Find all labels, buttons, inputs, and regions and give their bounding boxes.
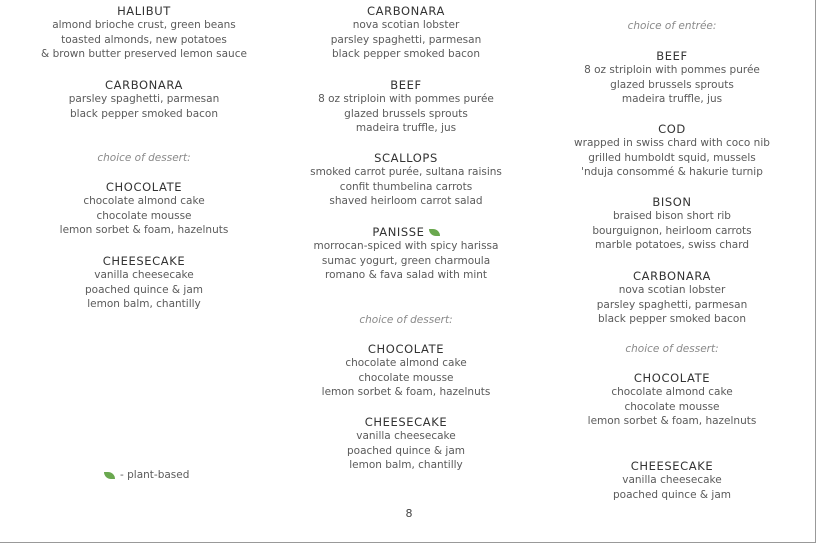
dish-name: CHOCOLATE: [633, 371, 711, 385]
choice-of-dessert-label: choice of dessert:: [97, 152, 191, 164]
dish-name: PANISSE: [372, 225, 425, 239]
dish-name: CHEESECAKE: [102, 254, 186, 268]
dish-description-line: shaved heirloom carrot salad: [329, 195, 483, 207]
dish-panisse: [296, 225, 516, 283]
dish-description-line: braised bison short rib: [613, 210, 731, 222]
dish-carbonara: [562, 269, 782, 327]
dish-name: BEEF: [656, 49, 688, 63]
dish-description-line: confit thumbelina carrots: [339, 180, 473, 193]
dish-description-line: romano & fava salad with mint: [324, 269, 488, 281]
dish-description-line: glazed brussels sprouts: [344, 107, 468, 120]
plant-based-legend: [104, 468, 189, 482]
dish-description-line: parsley spaghetti, parmesan: [68, 93, 220, 105]
choice-of-dessert-label: choice of dessert:: [359, 314, 453, 326]
choice-of-dessert-label: choice of dessert:: [625, 343, 719, 355]
dish-description-line: lemon balm, chantilly: [87, 298, 201, 310]
dish-description-line: black pepper smoked bacon: [69, 107, 219, 120]
dish-description-line: bourguignon, heirloom carrots: [592, 224, 752, 237]
dish-description-line: glazed brussels sprouts: [610, 78, 734, 91]
dish-description-line: poached quince & jam: [613, 488, 731, 501]
dish-name: HALIBUT: [117, 4, 171, 18]
dish-description-line: chocolate mousse: [358, 371, 454, 384]
dish-description-line: nova scotian lobster: [618, 284, 726, 296]
dish-description-line: chocolate mousse: [624, 400, 720, 413]
dish-description-line: toasted almonds, new potatoes: [61, 33, 227, 46]
dish-description-line: 8 oz striploin with pommes purée: [584, 64, 760, 76]
dish-carbonara: [296, 4, 516, 62]
dish-description-line: madeira truffle, jus: [355, 122, 457, 134]
dish-name: CHEESECAKE: [630, 459, 714, 473]
dish-description-line: madeira truffle, jus: [621, 93, 723, 105]
dish-description-line: poached quince & jam: [85, 283, 203, 296]
page-number: 8: [405, 507, 413, 520]
dish-chocolate: [296, 342, 516, 400]
dish-name: CHEESECAKE: [364, 415, 448, 429]
dish-name: CHOCOLATE: [367, 342, 445, 356]
dish-description-line: & brown butter preserved lemon sauce: [41, 48, 247, 60]
dish-cheesecake: [40, 254, 248, 312]
leaf-icon: [104, 472, 115, 479]
dish-description-line: vanilla cheesecake: [356, 430, 456, 442]
dish-name: CARBONARA: [633, 269, 711, 283]
dish-name: BISON: [652, 195, 692, 209]
dish-description-line: grilled humboldt squid, mussels: [588, 151, 756, 164]
choice-of-entree-label: choice of entrée:: [627, 20, 717, 32]
dish-name: CARBONARA: [367, 4, 445, 18]
dish-description-line: vanilla cheesecake: [94, 269, 194, 281]
dish-description-line: lemon sorbet & foam, hazelnuts: [321, 386, 491, 398]
leaf-icon: [429, 229, 440, 236]
dish-chocolate: [40, 180, 248, 238]
dish-description-line: poached quince & jam: [347, 444, 465, 457]
dish-cheesecake: [296, 415, 516, 473]
dish-name-row: [296, 225, 516, 239]
dish-description-line: marble potatoes, swiss chard: [594, 239, 750, 251]
dish-description-line: almond brioche crust, green beans: [52, 19, 236, 31]
dish-description-line: lemon sorbet & foam, hazelnuts: [587, 415, 757, 427]
dish-chocolate: [562, 371, 782, 429]
dish-carbonara: [40, 78, 248, 121]
dish-description-line: chocolate almond cake: [611, 386, 733, 398]
dish-description-line: lemon balm, chantilly: [349, 459, 463, 471]
dish-scallops: [296, 151, 516, 209]
dish-description-line: nova scotian lobster: [352, 19, 460, 31]
dish-beef: [562, 49, 782, 107]
dish-name: COD: [658, 122, 686, 136]
dish-beef: [296, 78, 516, 136]
dish-description-line: vanilla cheesecake: [622, 474, 722, 486]
dish-description-line: parsley spaghetti, parmesan: [596, 298, 748, 311]
dish-description-line: 8 oz striploin with pommes purée: [318, 93, 494, 105]
dish-description-line: black pepper smoked bacon: [597, 313, 747, 325]
dish-description-line: chocolate almond cake: [83, 195, 205, 207]
dish-name: CHOCOLATE: [105, 180, 183, 194]
dish-description-line: sumac yogurt, green charmoula: [321, 254, 491, 267]
dish-name: SCALLOPS: [374, 151, 438, 165]
dish-name: CARBONARA: [105, 78, 183, 92]
dish-description-line: chocolate mousse: [96, 209, 192, 222]
legend-text: - plant-based: [120, 469, 190, 481]
dish-halibut: [40, 4, 248, 62]
dish-description-line: parsley spaghetti, parmesan: [330, 33, 482, 46]
dish-name: BEEF: [390, 78, 422, 92]
dish-description-line: smoked carrot purée, sultana raisins: [310, 166, 502, 178]
dish-cod: [562, 122, 782, 180]
dish-cheesecake: [562, 459, 782, 502]
dish-description-line: morrocan-spiced with spicy harissa: [313, 240, 499, 252]
dish-description-line: chocolate almond cake: [345, 357, 467, 369]
dish-bison: [562, 195, 782, 253]
dish-description-line: black pepper smoked bacon: [331, 48, 481, 60]
dish-description-line: lemon sorbet & foam, hazelnuts: [59, 224, 229, 236]
dish-description-line: 'nduja consommé & hakurie turnip: [581, 166, 763, 178]
dish-description-line: wrapped in swiss chard with coco nib: [574, 137, 770, 149]
